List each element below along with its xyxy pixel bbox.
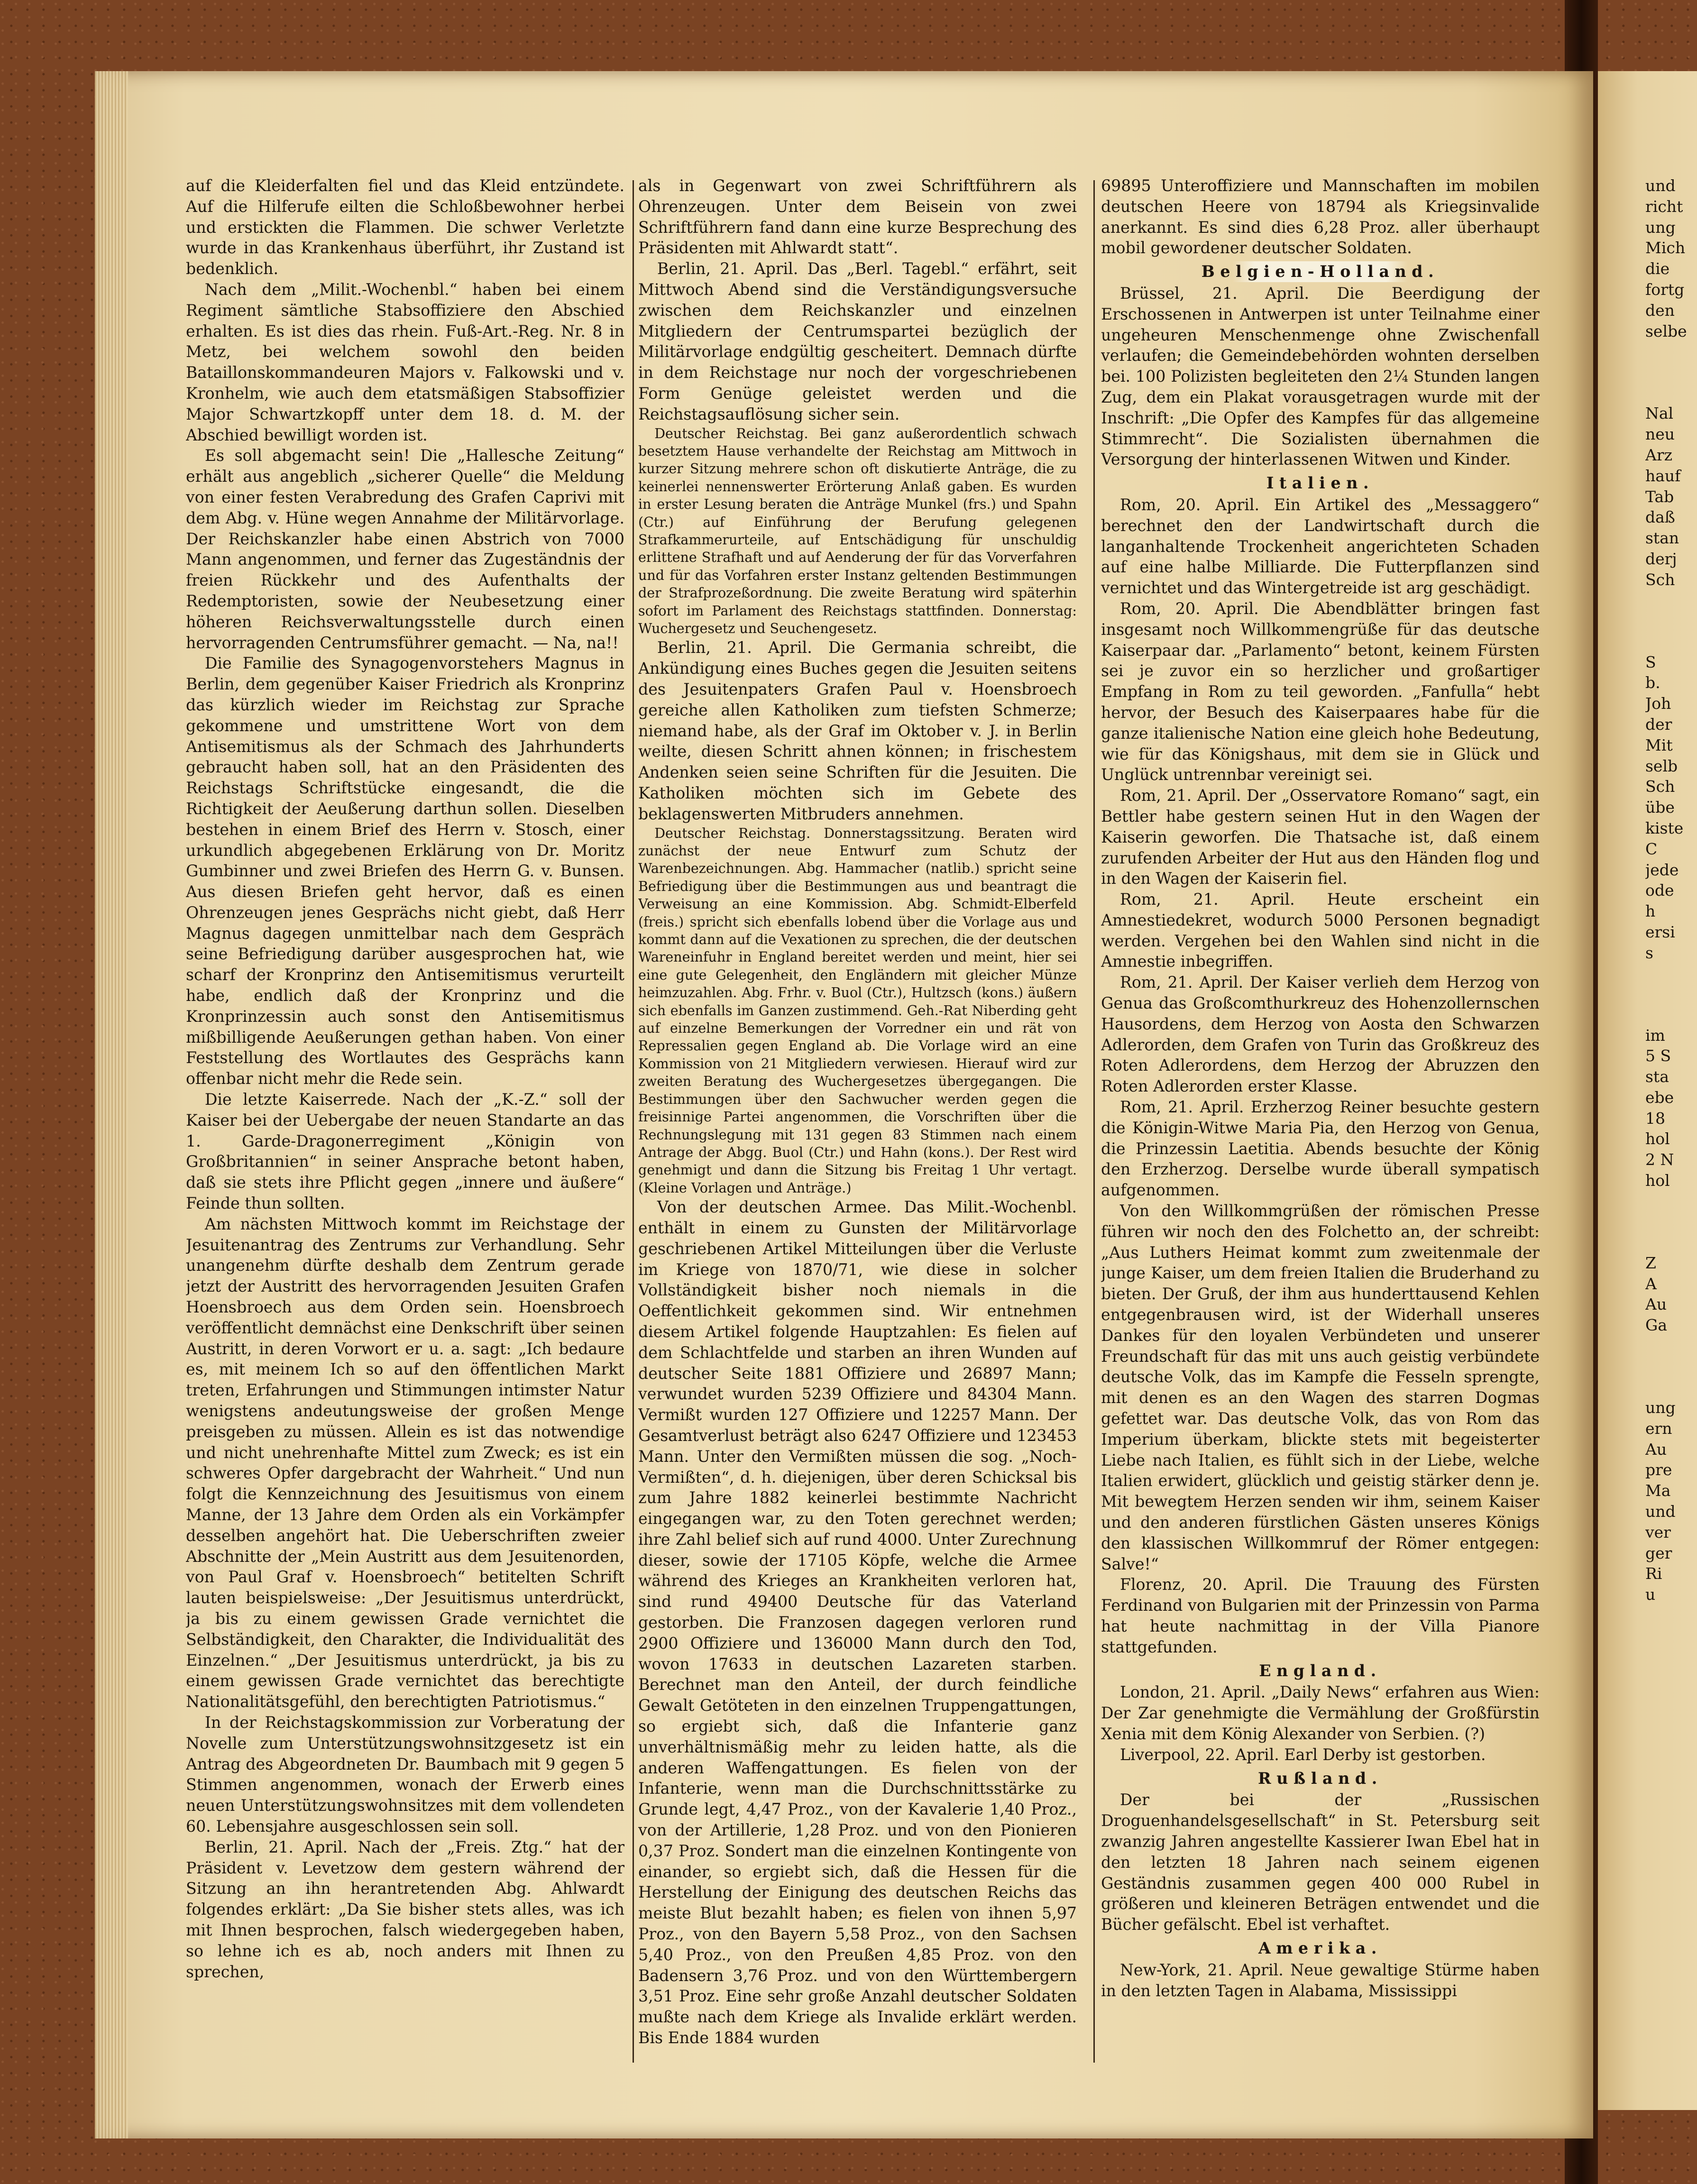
paragraph: Berlin, 21. April. Das „Berl. Tagebl.“ erfährt, seit Mittwoch Abend sind die Verständigungsversuche zwischen dem Reichskanzler und einzelnen Mitgliedern der Centrumspartei bezüglich der Militärvorlage endgültig gescheitert. Demnach dürfte in dem Reichstage nur noch der vorgeschriebenen Form Genüge geleistet werden und die Reichstagsauflösung sicher sein. [638, 259, 1077, 423]
reichstag-report-small: Deutscher Reichstag. Donnerstagssitzung. Beraten wird zunächst der neue Entwurf zum Schutz der Warenbezeichnungen. Abg. Hammacher (natlib.) spricht seine Befriedigung über die Bestimmungen aus und beantragt die Verweisung an eine Kommission. Abg. Schmidt-Elberfeld (freis.) spricht sich ebenfalls lobend über die Vorlage aus und kommt dann auf die Vexationen zu sprechen, die der deutschen Wareneinfuhr in England bereitet werden und meint, hier sei eine gute Gelegenheit, den Engländern mit gleicher Münze heimzuzahlen. Abg. Frhr. v. Buol (Ctr.), Hultzsch (kons.) äußern sich ebenfalls im Ganzen zustimmend. Geh.-Rat Niberding geht auf einzelne Bemerkungen der Vorredner ein und rät von Repressalien gegen England ab. Die Vorlage wird an eine Kommission von 21 Mitgliedern verwiesen. Hierauf wird zur zweiten Beratung des Wuchergesetzes übergegangen. Die Bestimmungen über den Sachwucher werden gegen die freisinnige Partei angenommen, die Vorschriften über die Rechnungslegung mit 131 gegen 83 Stimmen nach einem Antrage der Abgg. Buol (Ctr.) und Hahn (kons.). Der Rest wird genehmigt und dann die Sitzung bis Freitag 1 Uhr vertagt. (Kleine Vorlagen und Anträge.) [638, 825, 1077, 1196]
paragraph: Am nächsten Mittwoch kommt im Reichstage der Jesuitenantrag des Zentrums zur Verhandlung. Sehr unangenehm dürfte deshalb dem Zentrum gerade jetzt der Austritt des hervorragenden Jesuiten Grafen Hoensbroech aus dem Orden sein. Hoensbroech veröffentlicht demnächst eine Denkschrift über seinen Austritt, in deren Vorwort er u. a. sagt: „Ich bedaure es, mit meinem Ich so auf den öffentlichen Markt treten, Erfahrungen und Stimmungen intimster Natur wenigstens andeutungsweise der großen Menge preisgeben zu müssen. Allein es ist das notwendige und nicht unehrenhafte Mittel zum Zweck; es ist ein schweres Opfer dargebracht der Wahrheit.“ Und nun folgt die Kennzeichnung des Jesuitismus von einem Manne, der 13 Jahre dem Orden als ein Vorkämpfer desselben angehört hat. Die Ueberschriften zweier Abschnitte der „Mein Austritt aus dem Jesuitenorden, von Paul Graf v. Hoensbroech“ betitelten Schrift lauten beispielsweise: „Der Jesuitismus unterdrückt, ja bis zu einem gewissen Grade vernichtet die Selbständigkeit, den Charakter, die Individualität des Einzelnen.“ „Der Jesuitismus unterdrückt, ja bis zu einem gewissen Grade vernichtet das berechtigte Nationalitätsgefühl, den berechtigten Patriotismus.“ [186, 1214, 624, 1711]
fragment: ung [1645, 218, 1676, 237]
fragment: pre [1645, 1460, 1672, 1479]
fragment: ode [1645, 881, 1674, 900]
page-stack-edge [95, 71, 128, 2138]
fragment: s [1645, 943, 1653, 962]
paragraph: Rom, 21. April. Erzherzog Reiner besuchte gestern die Königin-Witwe Maria Pia, den Herzog von Genua, die Prinzessin Laetitia. Abends besuchte der König den Erzherzog. Derselbe wurde überall sympatisch aufgenommen. [1101, 1098, 1540, 1200]
paragraph: In der Reichstagskommission zur Vorberatung der Novelle zum Unterstützungswohnsitzgesetz ist ein Antrag des Abgeordneten Dr. Baumbach mit 9 gegen 5 Stimmen angenommen, wonach der Erwerb eines neuen Unterstützungswohnsitzes mit dem vollendeten 60. Lebensjahre ausgeschlossen sein soll. [186, 1713, 624, 1835]
fragment: richt [1645, 197, 1683, 216]
fragment: daß [1645, 508, 1675, 527]
paragraph: Florenz, 20. April. Die Trauung des Fürsten Ferdinand von Bulgarien mit der Prinzessin von Parma hat heute nachmittag in der Villa Pianore stattgefunden. [1101, 1575, 1540, 1656]
fragment: Nal [1645, 404, 1674, 423]
section-heading-belgien: Belgien-Holland. [1101, 261, 1540, 282]
paragraph: New-York, 21. April. Neue gewaltige Stürme haben in den letzten Tagen in Alabama, Mississippi [1101, 1960, 1540, 2000]
fragment: Joh [1645, 694, 1671, 713]
fragment: A [1645, 1274, 1657, 1293]
fragment: der [1645, 715, 1672, 734]
column-rule-1 [633, 180, 634, 2063]
fragment: Arz [1645, 445, 1672, 464]
section-heading-england: England. [1259, 1661, 1382, 1680]
fragment: Au [1645, 1440, 1667, 1459]
paragraph: Rom, 21. April. Heute erscheint ein Amnestiedekret, wodurch 5000 Personen begnadigt werden. Vergehen bei den Wahlen sind nicht in die Amnestie inbegriffen. [1101, 890, 1540, 971]
paragraph: Berlin, 21. April. Die Germania schreibt, die Ankündigung eines Buches gegen die Jesuiten seitens des Jesuitenpaters Grafen Paul v. Hoensbroech gereiche allen Katholiken zum tiefsten Schmerze; niemand habe, als der Graf im Oktober v. J. in Berlin weilte, diesen Schritt ahnen können; in frischestem Andenken seien seine Schriften für die Jesuiten. Die Katholiken möchten sich im Gebete des beklagenswerten Mitbruders annehmen. [638, 638, 1077, 823]
paragraph: Die letzte Kaiserrede. Nach der „K.-Z.“ soll der Kaiser bei der Uebergabe der neuen Standarte an das 1. Garde-Dragonerregiment „Königin von Großbritannien“ in seiner Ansprache betont haben, daß sie stets ihre Pflicht gegen „innere und äußere“ Feinde thun sollten. [186, 1090, 624, 1213]
facing-page-fragments [1645, 175, 1697, 2025]
fragment: Tab [1645, 487, 1674, 506]
paragraph: Von den Willkommgrüßen der römischen Presse führen wir noch den des Folchetto an, der schreibt: „Aus Luthers Heimat kommt zum zweitenmale der junge Kaiser, um dem freien Italien die Bruderhand zu bieten. Der Gruß, der ihm aus hunderttausend Kehlen entgegenbrausen wird, ist der Widerhall unseres Dankes für den loyalen Verbündeten und unserer Freundschaft für das mit uns auch geistig verbündete deutsche Volk, das im Kampfe die Fesseln sprengte, mit denen es an den Wagen des starren Dogmas gefettet war. Das deutsche Volk, das von Rom das Imperium überkam, blickte stets mit begeisterter Liebe nach Italien, es fühlt sich in der Liebe, welche Italien erwidert, glücklich und geistig stärker denn je. Mit bewegtem Herzen senden wir ihm, seinem Kaiser und den anderen fürstlichen Gästen unseres Königs den klassischen Willkommruf der Römer entgegen: Salve!“ [1101, 1202, 1540, 1573]
fragment: übe [1645, 798, 1675, 817]
fragment: im [1645, 1026, 1665, 1045]
fragment: Ma [1645, 1481, 1671, 1500]
fragment: und [1645, 1502, 1676, 1521]
paragraph: Nach dem „Milit.-Wochenbl.“ haben bei einem Regiment sämtliche Stabsoffiziere den Abschied erhalten. Es ist dies das rhein. Fuß-Art.-Reg. Nr. 8 in Metz, bei welchem sowohl den beiden Bataillonskommandeuren Majors v. Falkowski und v. Kronhelm, wie auch dem etatsmäßigen Stabsoffizier Major Schwartzkopff unter dem 18. d. M. der Abschied bewilligt worden ist. [186, 280, 624, 444]
paragraph: Brüssel, 21. April. Die Beerdigung der Erschossenen in Antwerpen ist unter Teilnahme einer ungeheuren Menschenmenge ohne Zwischenfall verlaufen; die Gemeindebehörden wohnten derselben bei. 100 Polizisten begleiteten den 2¼ Stunden langen Zug, dem ein Plakat vorausgetragen wurde mit der Inschrift: „Die Opfer des Kampfes für das allgemeine Stimmrecht“. Die Sozialisten übernahmen die Versorgung der hinterlassenen Witwen und Kinder. [1101, 284, 1540, 469]
fragment: Ri [1645, 1564, 1662, 1583]
fragment: den [1645, 301, 1675, 320]
fragment: stan [1645, 529, 1679, 548]
paragraph: London, 21. April. „Daily News“ erfahren aus Wien: Der Zar genehmigte die Vermählung der Großfürstin Xenia mit dem König Alexander von Serbien. (?) [1101, 1683, 1540, 1743]
paragraph: 69895 Unteroffiziere und Mannschaften im mobilen deutschen Heere von 18794 als Kriegsinvalide anerkannt. Es sind dies 6,28 Proz. aller überhaupt mobil gewordener deutscher Soldaten. [1101, 176, 1540, 257]
fragment: C [1645, 839, 1658, 858]
fragment: jede [1645, 860, 1679, 879]
fragment: kiste [1645, 818, 1684, 837]
fragment: derj [1645, 549, 1677, 568]
fragment: 2 N [1645, 1150, 1674, 1169]
section-heading-amerika: Amerika. [1258, 1938, 1383, 1957]
reichstag-report-small: Deutscher Reichstag. Bei ganz außerordentlich schwach besetztem Hause verhandelte der Reichstag am Mittwoch in kurzer Sitzung mehrere schon oft diskutierte Anträge, die zu keinerlei nennenswerter Erörterung Anlaß gaben. Es wurden in erster Lesung beraten die Anträge Munkel (frs.) und Spahn (Ctr.) auf Einführung der Berufung gelegenen Strafkammerurteile, auf Entschädigung für unschuldig erlittene Strafhaft und auf Aenderung der für das Vorverfahren und für das Vorfahren erster Instanz geltenden Bestimmungen der Strafprozeßordnung. Die zweite Beratung wird späterhin sofort im Parlament des Reichstags stattfinden. Donnerstag: Wuchergesetz und Seuchengesetz. [638, 425, 1077, 637]
paragraph: Rom, 21. April. Der Kaiser verlieh dem Herzog von Genua das Großcomthurkreuz des Hohenzollernschen Hausordens, dem Herzog von Aosta den Schwarzen Adlerorden, dem Grafen von Turin das Großkreuz des Roten Adlerordens, dem Herzog der Abruzzen den Roten Adlerorden erster Klasse. [1101, 973, 1540, 1096]
fragment: Ga [1645, 1316, 1668, 1335]
section-heading-italien: Italien. [1266, 474, 1375, 493]
fragment: ern [1645, 1419, 1672, 1438]
fragment: u [1645, 1585, 1656, 1604]
fragment: selb [1645, 756, 1678, 775]
fragment: ersi [1645, 922, 1675, 941]
fragment: ebe [1645, 1088, 1674, 1107]
fragment: Z [1645, 1253, 1656, 1272]
fragment: ung [1645, 1398, 1676, 1417]
column-rule-2 [1093, 180, 1095, 2063]
fragment: ger [1645, 1543, 1672, 1562]
fragment: ver [1645, 1523, 1671, 1542]
fragment: 18 [1645, 1109, 1665, 1128]
paragraph: auf die Kleiderfalten fiel und das Kleid entzündete. Auf die Hilferufe eilten die Schloßbewohner herbei und erstickten die Flammen. Die schwer Verletzte wurde in das Krankenhaus überführt, ihr Zustand ist bedenklich. [186, 176, 624, 278]
fragment: neu [1645, 425, 1675, 444]
paragraph: Rom, 20. April. Die Abendblätter bringen fast insgesamt noch Willkommengrüße für das deutsche Kaiserpaar dar. „Parlamento“ betont, keinem Fürsten sei je zuvor ein so herzlicher und großartiger Empfang in Rom zu teil geworden. „Fanfulla“ hebt hervor, der Besuch des Kaiserpaares habe für die ganze italienische Nation eine gleich hohe Bedeutung, wie für das Königshaus, mit dem sie in Glück und Unglück untrennbar vereinigt sei. [1101, 599, 1540, 784]
fragment: fortg [1645, 280, 1685, 299]
fragment: Mit [1645, 735, 1673, 754]
text-column-1 [186, 175, 624, 2072]
paragraph: Der bei der „Russischen Droguenhandelsgesellschaft“ in St. Petersburg seit zwanzig Jahren angestellte Kassierer Iwan Ebel hat in den letzten 18 Jahren nach seinem eigenen Geständnis zusammen gegen 400 000 Rubel in größeren und kleineren Beträgen entwendet und die Bücher gefälscht. Ebel ist verhaftet. [1101, 1790, 1540, 1934]
paragraph: Rom, 21. April. Der „Osservatore Romano“ sagt, ein Bettler habe gestern seinen Hut in den Wagen der Kaiserin geworfen. Die Thatsache ist, daß einem zurufenden Arbeiter der Hut aus den Händen flog und in den Wagen der Kaiserin fiel. [1101, 786, 1540, 888]
paragraph: Berlin, 21. April. Nach der „Freis. Ztg.“ hat der Präsident v. Levetzow dem gestern während der Sitzung an ihn herantretenden Abg. Ahlwardt folgendes erklärt: „Da Sie bisher stets alles, was ich mit Ihnen besprochen, falsch wiedergegeben haben, so lehne ich es ab, noch anders mit Ihnen zu sprechen, [186, 1837, 624, 1981]
paragraph: Es soll abgemacht sein! Die „Hallesche Zeitung“ erhält aus angeblich „sicherer Quelle“ die Meldung von einer festen Verabredung des Grafen Caprivi mit dem Abg. v. Hüne wegen Annahme der Militärvorlage. Der Reichskanzler habe einen Abstrich von 7000 Mann angenommen, und ferner das Zugeständnis der freien Rückkehr und des Aufenthalts der Redemptoristen, sowie der Neubesetzung einer höheren Reichsverwaltungsstelle durch einen hervorragenden Centrumsführer gemacht. — Na, na!! [186, 446, 624, 652]
fragment: S [1645, 652, 1656, 671]
fragment: Mich [1645, 239, 1686, 257]
fragment: 5 S [1645, 1046, 1671, 1065]
text-column-3 [1101, 175, 1540, 2072]
fragment: h [1645, 902, 1656, 921]
fragment: b. [1645, 673, 1660, 692]
paragraph: als in Gegenwart von zwei Schriftführern als Ohrenzeugen. Unter dem Beisein von zwei Schriftführern fand dann eine kurze Besprechung des Präsidenten mit Ahlwardt statt“. [638, 176, 1077, 257]
paragraph: Rom, 20. April. Ein Artikel des „Messaggero“ berechnet den der Landwirtschaft durch die langanhaltende Trockenheit angerichteten Schaden auf eine halbe Milliarde. Die Futterpflanzen sind vernichtet und das Wintergetreide ist arg geschädigt. [1101, 495, 1540, 597]
fragment: hol [1645, 1129, 1670, 1148]
fragment: selbe [1645, 321, 1687, 340]
fragment: Sch [1645, 777, 1675, 796]
fragment: und [1645, 176, 1676, 195]
text-column-2 [638, 175, 1077, 2072]
paragraph: Liverpool, 22. April. Earl Derby ist gestorben. [1119, 1745, 1486, 1764]
fragment: sta [1645, 1067, 1669, 1086]
fragment: Au [1645, 1295, 1667, 1314]
section-heading-russland: Rußland. [1258, 1769, 1383, 1788]
fragment: Sch [1645, 570, 1675, 589]
fragment: die [1645, 259, 1670, 278]
paragraph: Die Familie des Synagogenvorstehers Magnus in Berlin, dem gegenüber Kaiser Friedrich als Kronprinz das kürzlich wieder im Reichstag zur Sprache gekommene und umstrittene Wort von dem Antisemitismus als der Schmach des Jahrhunderts gebraucht haben soll, hat an den Präsidenten des Reichstags Schriftstücke eingesandt, die die Richtigkeit der Aeußerung darthun sollen. Dieselben bestehen in einem Brief des Herrn v. Stosch, einer urkundlich abgegebenen Erklärung von Dr. Moritz Gumbinner und zwei Briefen des Herrn G. v. Bunsen. Aus diesen Briefen geht hervor, daß es einen Ohrenzeugen jenes Gesprächs nicht giebt, daß Herr Magnus dagegen unmittelbar nach dem Gespräch seine Befriedigung darüber ausgesprochen hat, wie scharf der Kronprinz den Antisemitismus verurteilt habe, endlich daß der Kronprinz und die Kronprinzessin auch sonst den Antisemitismus mißbilligende Aeußerungen gethan haben. Von einer Feststellung des Wortlautes des Gesprächs kann offenbar nicht mehr die Rede sein. [186, 654, 624, 1088]
fragment: hauf [1645, 466, 1681, 485]
paragraph: Von der deutschen Armee. Das Milit.-Wochenbl. enthält in einem zu Gunsten der Militärvorlage geschriebenen Artikel Mitteilungen über die Verluste im Kriege von 1870/71, wie diese in solcher Vollständigkeit bisher noch niemals in die Oeffentlichkeit gekommen sind. Wir entnehmen diesem Artikel folgende Hauptzahlen: Es fielen auf dem Schlachtfelde und starben an ihren Wunden auf deutscher Seite 1881 Offiziere und 26897 Mann; verwundet wurden 5239 Offiziere und 84304 Mann. Vermißt wurden 127 Offiziere und 12257 Mann. Der Gesamtverlust beträgt also 6247 Offiziere und 123453 Mann. Unter den Vermißten müssen die sog. „Noch-Vermißten“, d. h. diejenigen, über deren Schicksal bis zum Jahre 1882 keinerlei bestimmte Nachricht eingegangen war, zu den Toten gerechnet werden; ihre Zahl belief sich auf rund 4000. Unter Zurechnung dieser, sowie der 17105 Köpfe, welche die Armee während des Krieges an Krankheiten verloren hat, sind rund 49400 Deutsche für das Vaterland gestorben. Die Franzosen dagegen verloren rund 2900 Offiziere und 136000 Mann durch den Tod, wovon 17633 in deutschen Lazareten starben. Berechnet man den Anteil, der durch feindliche Gewalt Getöteten in den einzelnen Truppengattungen, so ergiebt sich, daß die Infanterie ganz unverhältnismäßig mehr zu leiden hatte, als die anderen Waffengattungen. Es fielen von der Infanterie, wenn man die Durchschnittsstärke zu Grunde legt, 4,47 Proz., von der Kavalerie 1,40 Proz., von der Artillerie, 1,28 Proz. und von den Pionieren 0,37 Proz. Sondert man die einzelnen Kontingente von einander, so ergiebt sich, daß die Hessen für die Herstellung der Einigung des deutschen Reichs das meiste Blut bezahlt haben; es fielen von ihnen 5,97 Proz., von den Bayern 5,58 Proz., von den Sachsen 5,40 Proz., von den Preußen 4,85 Proz. von den Badensern 3,76 Proz. und von den Württembergern 3,51 Proz. Eine sehr große Anzahl deutscher Soldaten mußte nach dem Kriege als Invalide erklärt werden. Bis Ende 1884 wurden [638, 1198, 1077, 2047]
fragment: hol [1645, 1171, 1670, 1190]
